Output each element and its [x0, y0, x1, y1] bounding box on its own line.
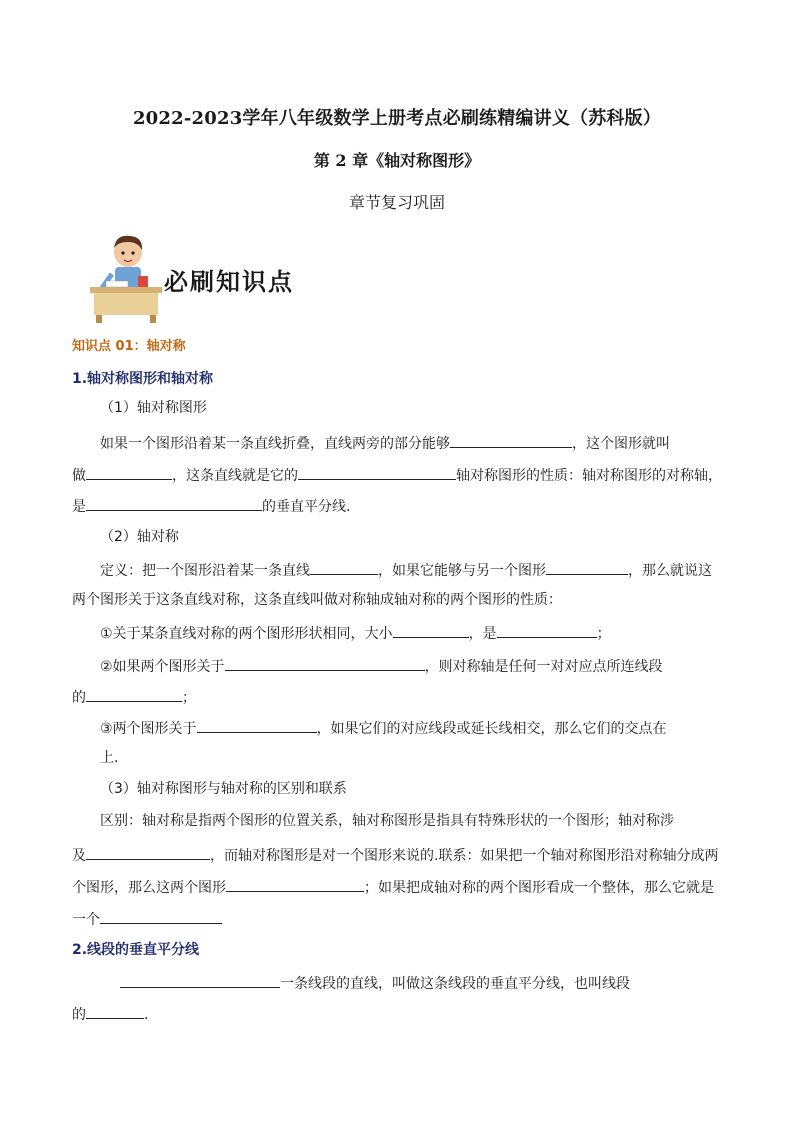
text-segment: ；如果把成轴对称的两个图形看成一个整体，那么它就是: [364, 880, 714, 896]
text-segment: 的: [72, 1007, 86, 1023]
text-line: [72, 907, 724, 930]
text-line: [72, 463, 724, 486]
text-segment: ②如果两个图形关于: [100, 659, 225, 675]
subheading-difference-and-relation: （3）轴对称图形与轴对称的区别和联系: [100, 781, 347, 797]
text-segment: ，如果它们的对应线段或延长线相交，那么它们的交点在: [316, 721, 667, 737]
text-segment: ，那么就说这: [628, 563, 712, 579]
text-line: [100, 558, 752, 581]
banner-label: 必刷知识点: [164, 268, 294, 296]
text-segment: 一条线段的直线，叫做这条线段的垂直平分线，也叫线段: [280, 976, 630, 992]
text-line: [72, 685, 724, 708]
text-segment: 的: [72, 690, 86, 706]
section-heading-2: 2.线段的垂直平分线: [72, 942, 200, 958]
text-segment: 如果一个图形沿着某一条直线折叠，直线两旁的部分能够: [100, 436, 450, 452]
fill-blank[interactable]: [225, 654, 425, 671]
section-title: 章节复习巩固: [348, 193, 445, 212]
text-line: 上.: [100, 750, 119, 766]
text-segment: ，则对称轴是任何一对对应点所连线段: [424, 659, 663, 675]
text-line: [72, 494, 724, 517]
text-line: [72, 875, 724, 898]
fill-blank[interactable]: [120, 971, 280, 988]
text-line: 区别：轴对称是指两个图形的位置关系，轴对称图形是指具有特殊形状的一个图形；轴对称涉: [100, 813, 674, 829]
fill-blank[interactable]: [197, 716, 317, 733]
knowledge-point-label: 知识点 01：轴对称: [72, 339, 186, 354]
text-segment: ，是: [468, 626, 497, 642]
fill-blank[interactable]: [226, 875, 364, 892]
text-segment: 是: [72, 499, 86, 515]
fill-blank[interactable]: [450, 431, 572, 448]
text-segment: .: [144, 1007, 149, 1023]
text-segment: ；: [596, 626, 611, 642]
text-line: [120, 971, 724, 994]
student-at-desk-illustration: [88, 230, 168, 325]
fill-blank[interactable]: [86, 843, 210, 860]
text-line: [100, 716, 752, 739]
text-segment: ③两个图形关于: [100, 721, 197, 737]
fill-blank[interactable]: [86, 1002, 144, 1019]
text-line: [100, 654, 752, 677]
document-title: 2022-2023学年八年级数学上册考点必刷练精编讲义（苏科版）: [132, 108, 662, 129]
fill-blank[interactable]: [546, 558, 628, 575]
text-segment: ，这条直线就是它的: [172, 468, 298, 484]
knowledge-banner: [88, 230, 328, 325]
text-line: 两个图形关于这条直线对称，这条直线叫做对称轴成轴对称的两个图形的性质：: [72, 592, 562, 608]
subheading-axis-symmetry: （2）轴对称: [100, 529, 179, 545]
chapter-title: 第 2 章《轴对称图形》: [313, 151, 481, 170]
text-segment: ，如果它能够与另一个图形: [378, 563, 546, 579]
fill-blank[interactable]: [497, 621, 597, 638]
fill-blank[interactable]: [393, 621, 469, 638]
section-heading-1: 1.轴对称图形和轴对称: [72, 371, 214, 387]
text-line: [100, 431, 752, 454]
fill-blank[interactable]: [298, 463, 456, 480]
text-segment: ，而轴对称图形是对一个图形来说的.联系：如果把一个轴对称图形沿对称轴分成两: [210, 848, 719, 864]
text-segment: 定义：把一个图形沿着某一条直线: [100, 563, 310, 579]
subheading-axis-symmetric-figure: （1）轴对称图形: [100, 400, 207, 416]
text-segment: 做: [72, 468, 86, 484]
fill-blank[interactable]: [86, 685, 182, 702]
text-segment: ，这个图形就叫: [572, 436, 670, 452]
text-segment: 轴对称图形的性质：轴对称图形的对称轴，: [456, 468, 722, 484]
fill-blank[interactable]: [86, 463, 172, 480]
fill-blank[interactable]: [100, 907, 222, 924]
text-line: [100, 621, 752, 644]
text-line: [72, 1002, 724, 1025]
fill-blank[interactable]: [310, 558, 378, 575]
text-line: [72, 843, 724, 866]
text-segment: ①关于某条直线对称的两个图形形状相同，大小: [100, 626, 393, 642]
text-segment: 的垂直平分线.: [262, 499, 351, 515]
text-segment: 个图形，那么这两个图形: [72, 880, 226, 896]
text-segment: 及: [72, 848, 86, 864]
text-segment: 一个: [72, 912, 100, 928]
fill-blank[interactable]: [86, 494, 262, 511]
text-segment: ；: [182, 690, 196, 706]
